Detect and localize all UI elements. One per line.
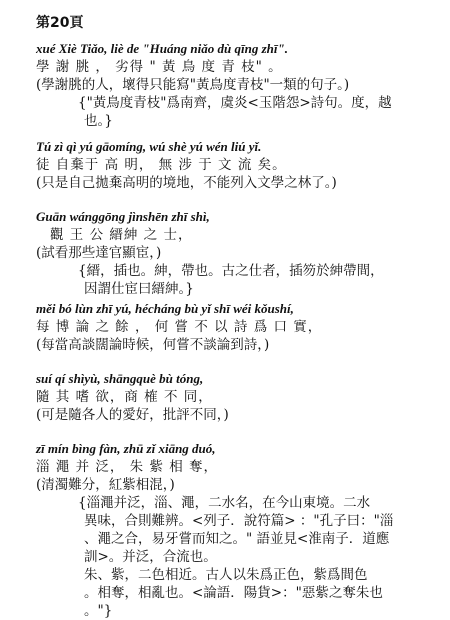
chinese-line: 觀 王 公 縉紳 之 士， — [50, 227, 193, 243]
translation-line: (只是自己拋棄高明的境地，不能列入文學之林了。) — [36, 175, 337, 191]
entry-3 — [36, 208, 440, 298]
chinese-line: 學 謝 朓 ， 劣得 " 黃 鳥 度 青 枝" 。 — [36, 59, 283, 75]
annotation-line: 因謂仕宦曰縉紳。} — [84, 281, 194, 297]
chinese-line: 淄 澠 并 泛， 朱 紫 相 奪， — [36, 459, 219, 475]
chinese-line: 徒 自棄于 高 明， 無 涉 于 文 流 矣。 — [36, 157, 287, 173]
pinyin-line: Guān wánggōng jìnshēn zhī shì, — [36, 209, 210, 224]
annotation-line: 訓>。并泛，合流也。 — [84, 549, 217, 565]
entry-1 — [36, 40, 440, 130]
pinyin-line: zī mín bìng fàn, zhū zǐ xiāng duó, — [36, 441, 216, 456]
annotation-line: 朱、紫，二色相近。古人以朱爲正色，紫爲間色 — [84, 567, 368, 583]
entry-4 — [36, 300, 440, 354]
annotation-line: {"黃鳥度青枝"爲南齊，虞炎<玉階怨>詩句。度，越 — [78, 95, 392, 111]
entry-2 — [36, 138, 440, 192]
chinese-line: 每 博 論 之 餘 ， 何 嘗 不 以 詩 爲 口 實， — [36, 319, 323, 335]
pinyin-line: Tú zì qì yú gāomíng, wú shè yú wén liú yǐ. — [36, 139, 262, 154]
annotation-line: {淄澠并泛，淄、澠，二水名，在今山東境。二水 — [78, 495, 371, 511]
entry-5 — [36, 370, 440, 424]
page-header: 第20頁 — [36, 15, 84, 31]
annotation-line: 也。} — [84, 113, 113, 129]
pinyin-line: suí qí shìyù, shāngquè bù tóng, — [36, 371, 204, 386]
annotation-line: 異味，合則難辨。<列子．說符篇> ："孔子曰："淄 — [84, 513, 394, 529]
annotation-line: 、澠之合，易牙嘗而知之。" 語並見<淮南子．道應 — [84, 531, 390, 547]
translation-line: (試看那些達官顯宦，) — [36, 245, 162, 261]
entry-6 — [36, 440, 440, 620]
pinyin-line: xué Xiè Tiǎo, liè de "Huáng niǎo dù qīng zhī". — [36, 41, 288, 56]
pinyin-line: měi bó lùn zhī yú, hécháng bù yǐ shī wéi kǒushí, — [36, 301, 294, 316]
translation-line: (學謝朓的人，壞得只能寫"黃鳥度青枝"一類的句子。) — [36, 77, 350, 93]
annotation-line: 。相奪，相亂也。<論語．陽貨>："惡紫之奪朱也 — [84, 585, 383, 601]
annotation-line: 。"} — [84, 603, 113, 619]
chinese-line: 隨 其 嗜 欲，商 榷 不 同， — [36, 389, 213, 405]
translation-line: (可是隨各人的愛好，批評不同，) — [36, 407, 229, 423]
translation-line: (每當高談闊論時候，何嘗不談論到詩，) — [36, 337, 270, 353]
annotation-line: {縉，插也。紳，帶也。古之仕者，插笏於紳帶間， — [78, 263, 384, 279]
translation-line: (清濁難分，紅紫相混，) — [36, 477, 175, 493]
